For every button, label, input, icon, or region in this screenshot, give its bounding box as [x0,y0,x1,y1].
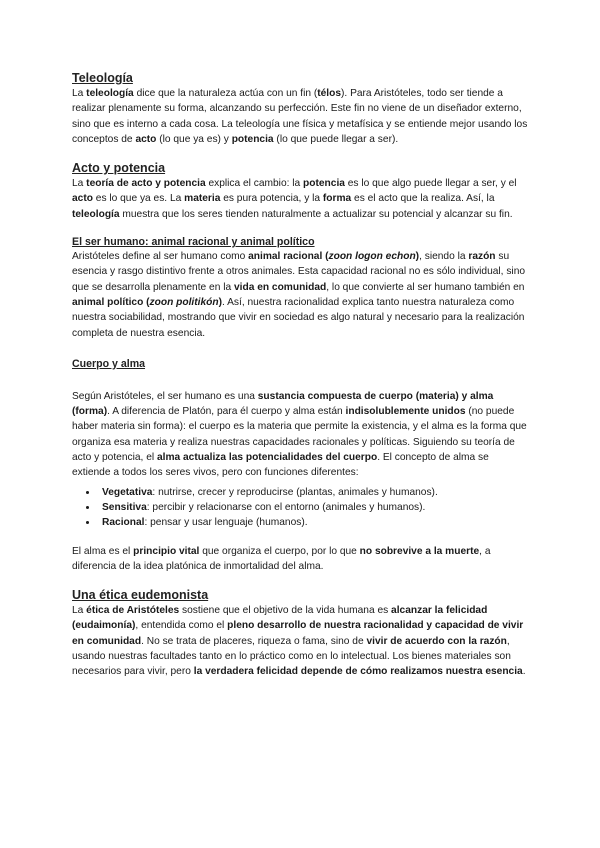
text-run: (lo que ya es) y [156,133,232,145]
text-run: ). Para Aristóteles, todo ser tiende a realizar plenamente su forma, alcanzando su perfección. Este fin no viene de un diseñador externo, sino que es interno a cada cosa. La teleología une física y metafísica y se entiende mejor usando los conceptos de [72,88,528,145]
bold-text: teleología [72,208,120,220]
text-run: muestra que los seres tienden naturalmente a actualizar su potencial y alcanzar su fin. [119,208,513,220]
text-run: , a diferencia de la idea platónica de inmortalidad del alma. [72,545,491,572]
text-run: , usando nuestras facultades tanto en lo práctico como en lo intelectual. Los bienes materiales son necesarios para vivir, pero [72,635,511,678]
list-item-desc: : nutrirse, crecer y reproducirse (plantas, animales y humanos). [152,486,438,498]
list-item-desc: : percibir y relacionarse con el entorno (animales y humanos). [146,501,426,513]
text-run: es el acto que la realiza. Así, la [351,193,495,205]
bold-text: principio vital [133,545,200,557]
list-item-term: Racional [102,517,145,529]
heading-cuerpo-alma: Cuerpo y alma [72,357,146,370]
bold-text: vida en comunidad [233,281,327,293]
heading-etica: Una ética eudemonista [72,588,209,603]
paragraph-teleologia [72,86,530,147]
text-run: , lo que convierte al ser humano también en [326,281,525,293]
list-item-term: Sensitiva [102,501,147,513]
paragraph-principio-vital [72,544,530,575]
text-run: es pura potencia, y la [220,193,323,205]
alma-functions-list [72,485,530,531]
list-item [98,485,530,500]
bold-text: ) [218,296,222,308]
text-run: explica el cambio: la [205,178,304,190]
bold-text: zoon politikón [149,296,219,308]
text-run: . El concepto de alma se extiende a todos los seres vivos, pero con funciones diferentes: [72,452,489,479]
text-run: Aristóteles define al ser humano como [72,251,249,263]
text-run: . [522,666,526,678]
bold-text: no sobrevive a la muerte [359,545,480,557]
text-run: , siendo la [419,251,469,263]
bold-text: teoría de acto y potencia [86,178,206,190]
bold-text: teleología [86,88,134,99]
text-run: su esencia y rasgo distintivo frente a otros animales. Esta capacidad racional no es sólo individual, sino que se desarrolla plenamente en la [72,251,526,293]
bold-text: forma [322,193,352,205]
bold-text: materia [184,193,221,205]
bold-text: zoon logon echon [328,251,416,263]
text-run: es lo que ya es. La [92,193,185,205]
bold-text: indisolublemente unidos [345,406,466,418]
list-item [98,515,530,530]
list-item-term: Vegetativa [102,486,153,498]
document-page [72,70,530,680]
bold-text: alma actualiza las potencialidades del cuerpo [156,452,378,464]
heading-teleologia: Teleología [72,71,133,85]
bold-text: ética de Aristóteles [86,605,180,617]
list-item [98,500,530,515]
text-run: (lo que puede llegar a ser). [273,133,399,145]
bold-text: vivir de acuerdo con la razón [366,635,507,647]
bold-text: animal racional ( [248,251,329,263]
text-run: dice que la naturaleza actúa con un fin ( [133,88,318,99]
bold-text: animal político ( [72,296,150,308]
text-run: Según Aristóteles, el ser humano es una [72,390,258,402]
bold-text: acto [135,133,157,145]
text-run: sostiene que el objetivo de la vida humana es [179,605,392,617]
text-run: , entendida como el [135,620,228,632]
text-run: . No se trata de placeres, riqueza o fama, sino de [141,635,367,647]
bold-text: sustancia compuesta de cuerpo (materia) y alma (forma) [72,390,494,418]
text-run: que organiza el cuerpo, por lo que [199,545,360,557]
text-run: La [72,605,87,617]
text-run: . Así, nuestra racionalidad explica tanto nuestra naturaleza como nuestra sociabilidad, mostrando que vivir en sociedad es algo natural y necesario para la realización completa de nuestra esencia. [72,296,525,339]
bold-text: potencia [303,178,345,190]
bold-text: pleno desarrollo de nuestra racionalidad y capacidad de vivir en comunidad [72,620,524,647]
text-run: La [72,178,87,190]
text-run: (no puede haber materia sin forma): el cuerpo es la materia que permite la existencia, y el alma es la forma que organiza esa materia y realiza nuestras capacidades racionales y políticas. Siguiendo su teoría de acto y potencia, el [72,406,527,464]
bold-text: potencia [231,133,274,145]
text-run: El alma es el [72,545,134,557]
paragraph-etica [72,603,530,679]
text-run: . A diferencia de Platón, para él cuerpo y alma están [107,406,346,418]
list-item-desc: : pensar y usar lenguaje (humanos). [144,517,308,529]
bold-text: alcanzar la felicidad (eudaimonía) [72,605,488,632]
heading-ser-humano: El ser humano: animal racional y animal político [72,236,315,249]
bold-text: télos [317,88,342,99]
text-run: es lo que algo puede llegar a ser, y el [344,178,517,190]
bold-text: ) [415,251,420,263]
heading-acto-potencia: Acto y potencia [72,161,166,176]
text-run: La [72,88,87,99]
paragraph-acto-potencia [72,176,530,222]
bold-text: acto [72,193,93,205]
bold-text: la verdadera felicidad depende de cómo realizamos nuestra esencia [193,666,523,678]
paragraph-cuerpo-alma [72,389,530,481]
paragraph-ser-humano [72,249,530,341]
bold-text: razón [468,251,496,263]
